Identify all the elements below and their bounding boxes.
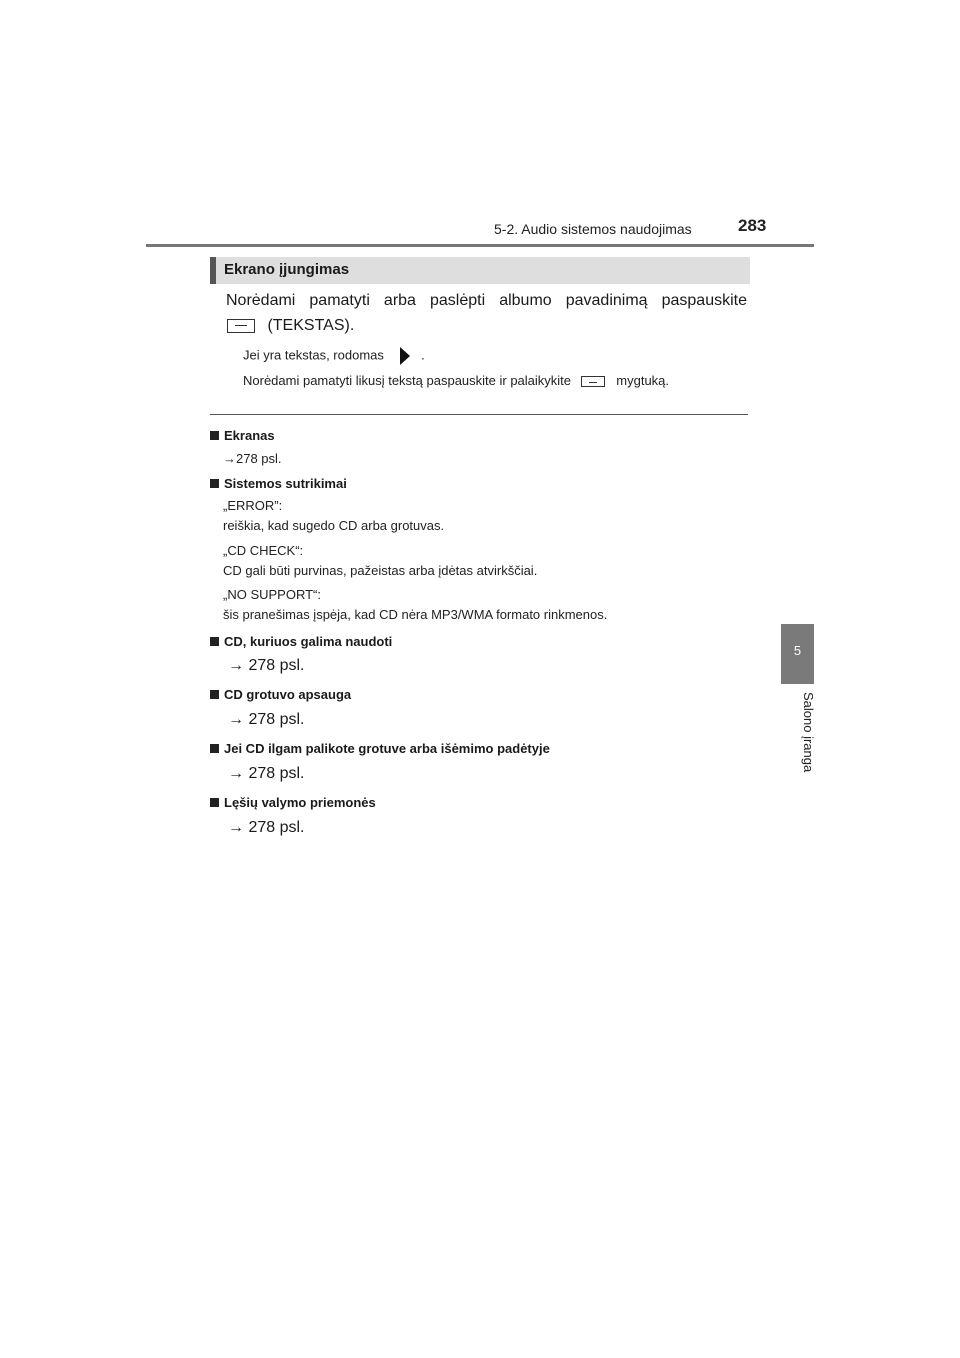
- note-2-end: mygtuką.: [616, 373, 670, 388]
- info-heading-apsauga: CD grotuvo apsauga: [210, 687, 351, 702]
- info-ref-apsauga: → 278 psl.: [228, 711, 305, 728]
- info-ref-palikote: → 278 psl.: [228, 765, 305, 782]
- chapter-tab-number: 5: [793, 643, 802, 658]
- error-desc: reiškia, kad sugedo CD arba grotuvas.: [223, 518, 445, 533]
- intro-line-1: Norėdami pamatyti arba paslėpti albumo pavadinimą paspauskite: [226, 292, 747, 309]
- more-text-triangle-icon: [400, 347, 410, 365]
- note-1-end: .: [421, 347, 425, 363]
- error-desc: CD gali būti purvinas, pažeistas arba įdėtas atvirkščiai.: [223, 563, 538, 578]
- header-section-title: 5-2. Audio sistemos naudojimas: [494, 221, 692, 237]
- info-heading-lesiai: Lęšių valymo priemonės: [210, 795, 376, 810]
- text-button-icon: [227, 319, 255, 333]
- error-code: „NO SUPPORT“:: [223, 587, 321, 602]
- note-1-text: Jei yra tekstas, rodomas: [243, 347, 384, 363]
- intro-line-2-text: (TEKSTAS).: [267, 317, 355, 334]
- text-button-icon: [581, 376, 605, 387]
- info-ref-ekranas: →278 psl.: [223, 451, 282, 466]
- square-bullet-icon: [210, 431, 219, 440]
- intro-line-2: [227, 317, 354, 335]
- square-bullet-icon: [210, 637, 219, 646]
- error-code: „ERROR”:: [223, 498, 283, 513]
- error-code: „CD CHECK“:: [223, 543, 304, 558]
- info-ref-cd-naudoti: → 278 psl.: [228, 657, 305, 674]
- square-bullet-icon: [210, 690, 219, 699]
- note-2-text: Norėdami pamatyti likusį tekstą paspauskite ir palaikykite: [243, 373, 572, 388]
- section-divider: [210, 414, 748, 415]
- error-desc: šis pranešimas įspėja, kad CD nėra MP3/WMA formato rinkmenos.: [223, 607, 608, 622]
- info-heading-cd-naudoti: CD, kuriuos galima naudoti: [210, 634, 392, 649]
- section-title: Ekrano įjungimas: [224, 261, 350, 278]
- info-heading-ekranas: Ekranas: [210, 428, 275, 443]
- square-bullet-icon: [210, 744, 219, 753]
- page-number: 283: [738, 216, 767, 235]
- square-bullet-icon: [210, 479, 219, 488]
- square-bullet-icon: [210, 798, 219, 807]
- note-1: [243, 347, 425, 365]
- info-heading-sutrikimai: Sistemos sutrikimai: [210, 476, 347, 491]
- section-title-accent: [210, 257, 216, 284]
- chapter-tab-label: Salono įranga: [801, 692, 816, 773]
- info-ref-lesiai: → 278 psl.: [228, 819, 305, 836]
- info-heading-palikote: Jei CD ilgam palikote grotuve arba išėmimo padėtyje: [210, 741, 550, 756]
- note-2: [243, 373, 669, 388]
- header-rule: [146, 244, 814, 247]
